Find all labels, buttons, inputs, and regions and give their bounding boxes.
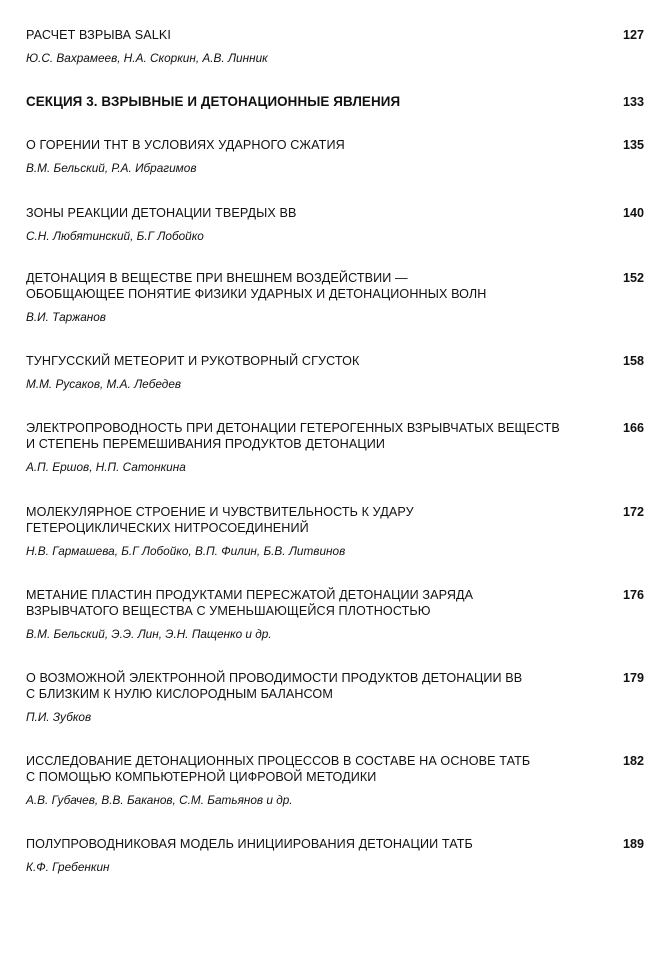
toc-entry-authors: Ю.С. Вахрамеев, Н.А. Скоркин, А.В. Линник xyxy=(26,51,268,65)
toc-entry-title xyxy=(26,753,586,785)
toc-entry xyxy=(26,587,646,642)
toc-entry-authors: В.И. Таржанов xyxy=(26,310,106,324)
toc-entry xyxy=(26,353,646,392)
toc-entry-title-row xyxy=(26,420,646,452)
toc-entry-title-line: ГЕТЕРОЦИКЛИЧЕСКИХ НИТРОСОЕДИНЕНИЙ xyxy=(26,521,309,535)
toc-entry-title-row xyxy=(26,270,646,302)
toc-entry-title-line: ПОЛУПРОВОДНИКОВАЯ МОДЕЛЬ ИНИЦИИРОВАНИЯ ДЕТОНАЦИИ ТАТБ xyxy=(26,837,473,851)
toc-entry-page-number: 176 xyxy=(622,588,644,602)
toc-entry-authors: М.М. Русаков, М.А. Лебедев xyxy=(26,377,182,391)
section-page-number: 133 xyxy=(622,95,644,109)
toc-entry xyxy=(26,504,646,559)
toc-entry-title-line: ИССЛЕДОВАНИЕ ДЕТОНАЦИОННЫХ ПРОЦЕССОВ В СОСТАВЕ НА ОСНОВЕ ТАТБ xyxy=(26,754,531,768)
toc-entry xyxy=(26,753,646,808)
toc-entry-title xyxy=(26,420,586,452)
toc-entry-title-row xyxy=(26,353,646,369)
toc-entry-title-line: ТУНГУССКИЙ МЕТЕОРИТ И РУКОТВОРНЫЙ СГУСТОК xyxy=(26,354,360,368)
toc-entry-title-row xyxy=(26,587,646,619)
toc-entry-title-row xyxy=(26,836,646,852)
toc-entry-page-number: 166 xyxy=(622,421,644,435)
toc-entry-title-row xyxy=(26,670,646,702)
toc-entry-page-number: 182 xyxy=(622,754,644,768)
toc-entry-page-number: 135 xyxy=(622,138,644,152)
toc-entry xyxy=(26,137,646,176)
toc-entry xyxy=(26,270,646,325)
toc-entry-title-row xyxy=(26,753,646,785)
toc-entry-title-line: ЭЛЕКТРОПРОВОДНОСТЬ ПРИ ДЕТОНАЦИИ ГЕТЕРОГЕННЫХ ВЗРЫВЧАТЫХ ВЕЩЕСТВ xyxy=(26,421,560,435)
toc-entry-authors: В.М. Бельский, Э.Э. Лин, Э.Н. Пащенко и др. xyxy=(26,627,272,641)
toc-entry-title-row xyxy=(26,504,646,536)
toc-entry-title-line: МЕТАНИЕ ПЛАСТИН ПРОДУКТАМИ ПЕРЕСЖАТОЙ ДЕТОНАЦИИ ЗАРЯДА xyxy=(26,588,474,602)
toc-entry-title-line: МОЛЕКУЛЯРНОЕ СТРОЕНИЕ И ЧУВСТВИТЕЛЬНОСТЬ К УДАРУ xyxy=(26,505,414,519)
toc-entry xyxy=(26,205,646,244)
toc-entry-title-line: ДЕТОНАЦИЯ В ВЕЩЕСТВЕ ПРИ ВНЕШНЕМ ВОЗДЕЙСТВИИ — xyxy=(26,271,408,285)
toc-entry xyxy=(26,670,646,725)
toc-entry-title xyxy=(26,670,586,702)
toc-entry-title-line: ОБОБЩАЮЩЕЕ ПОНЯТИЕ ФИЗИКИ УДАРНЫХ И ДЕТОНАЦИОННЫХ ВОЛН xyxy=(26,287,487,301)
toc-entry-title-line: О ГОРЕНИИ ТНТ В УСЛОВИЯХ УДАРНОГО СЖАТИЯ xyxy=(26,138,345,152)
toc-entry-authors: А.П. Ершов, Н.П. Сатонкина xyxy=(26,460,186,474)
section-heading-row xyxy=(26,94,646,110)
toc-entry-authors: Н.В. Гармашева, Б.Г Лобойко, В.П. Филин, Б.В. Литвинов xyxy=(26,544,346,558)
toc-entry-title xyxy=(26,836,586,852)
toc-entry-page-number: 172 xyxy=(622,505,644,519)
section-heading xyxy=(26,94,646,110)
toc-entry-title-line: С ПОМОЩЬЮ КОМПЬЮТЕРНОЙ ЦИФРОВОЙ МЕТОДИКИ xyxy=(26,770,377,784)
toc-entry-title-row xyxy=(26,137,646,153)
toc-entry-title xyxy=(26,587,586,619)
toc-entry-title-line: О ВОЗМОЖНОЙ ЭЛЕКТРОННОЙ ПРОВОДИМОСТИ ПРОДУКТОВ ДЕТОНАЦИИ ВВ xyxy=(26,671,523,685)
toc-entry-title-line: С БЛИЗКИМ К НУЛЮ КИСЛОРОДНЫМ БАЛАНСОМ xyxy=(26,687,333,701)
toc-entry-title xyxy=(26,27,586,43)
toc-entry-authors: П.И. Зубков xyxy=(26,710,92,724)
toc-entry-title-line: И СТЕПЕНЬ ПЕРЕМЕШИВАНИЯ ПРОДУКТОВ ДЕТОНАЦИИ xyxy=(26,437,386,451)
section-title-line: СЕКЦИЯ 3. ВЗРЫВНЫЕ И ДЕТОНАЦИОННЫЕ ЯВЛЕНИЯ xyxy=(26,94,401,109)
toc-entry-page-number: 152 xyxy=(622,271,644,285)
toc-entry xyxy=(26,836,646,875)
toc-entry-page-number: 189 xyxy=(622,837,644,851)
toc-entry-title-line: ВЗРЫВЧАТОГО ВЕЩЕСТВА С УМЕНЬШАЮЩЕЙСЯ ПЛОТНОСТЬЮ xyxy=(26,604,431,618)
toc-entry-authors: В.М. Бельский, Р.А. Ибрагимов xyxy=(26,161,197,175)
toc-entry-page-number: 179 xyxy=(622,671,644,685)
toc-entry-title-line: ЗОНЫ РЕАКЦИИ ДЕТОНАЦИИ ТВЕРДЫХ ВВ xyxy=(26,206,297,220)
toc-entry-authors: А.В. Губачев, В.В. Баканов, С.М. Батьянов и др. xyxy=(26,793,293,807)
toc-entry-title-row xyxy=(26,27,646,43)
toc-entry xyxy=(26,27,646,66)
toc-entry-authors: К.Ф. Гребенкин xyxy=(26,860,110,874)
toc-entry-title xyxy=(26,270,586,302)
toc-entry-page-number: 158 xyxy=(622,354,644,368)
toc-entry-title xyxy=(26,353,586,369)
toc-entry-title xyxy=(26,504,586,536)
toc-entry-page-number: 127 xyxy=(622,28,644,42)
toc-entry-title-row xyxy=(26,205,646,221)
section-title xyxy=(26,94,586,110)
toc-entry-title xyxy=(26,205,586,221)
toc-entry-page-number: 140 xyxy=(622,206,644,220)
toc-entry-title xyxy=(26,137,586,153)
toc-entry-title-line: РАСЧЕТ ВЗРЫВА SALKI xyxy=(26,28,171,42)
toc-entry xyxy=(26,420,646,475)
toc-entry-authors: С.Н. Любятинский, Б.Г Лобойко xyxy=(26,229,204,243)
